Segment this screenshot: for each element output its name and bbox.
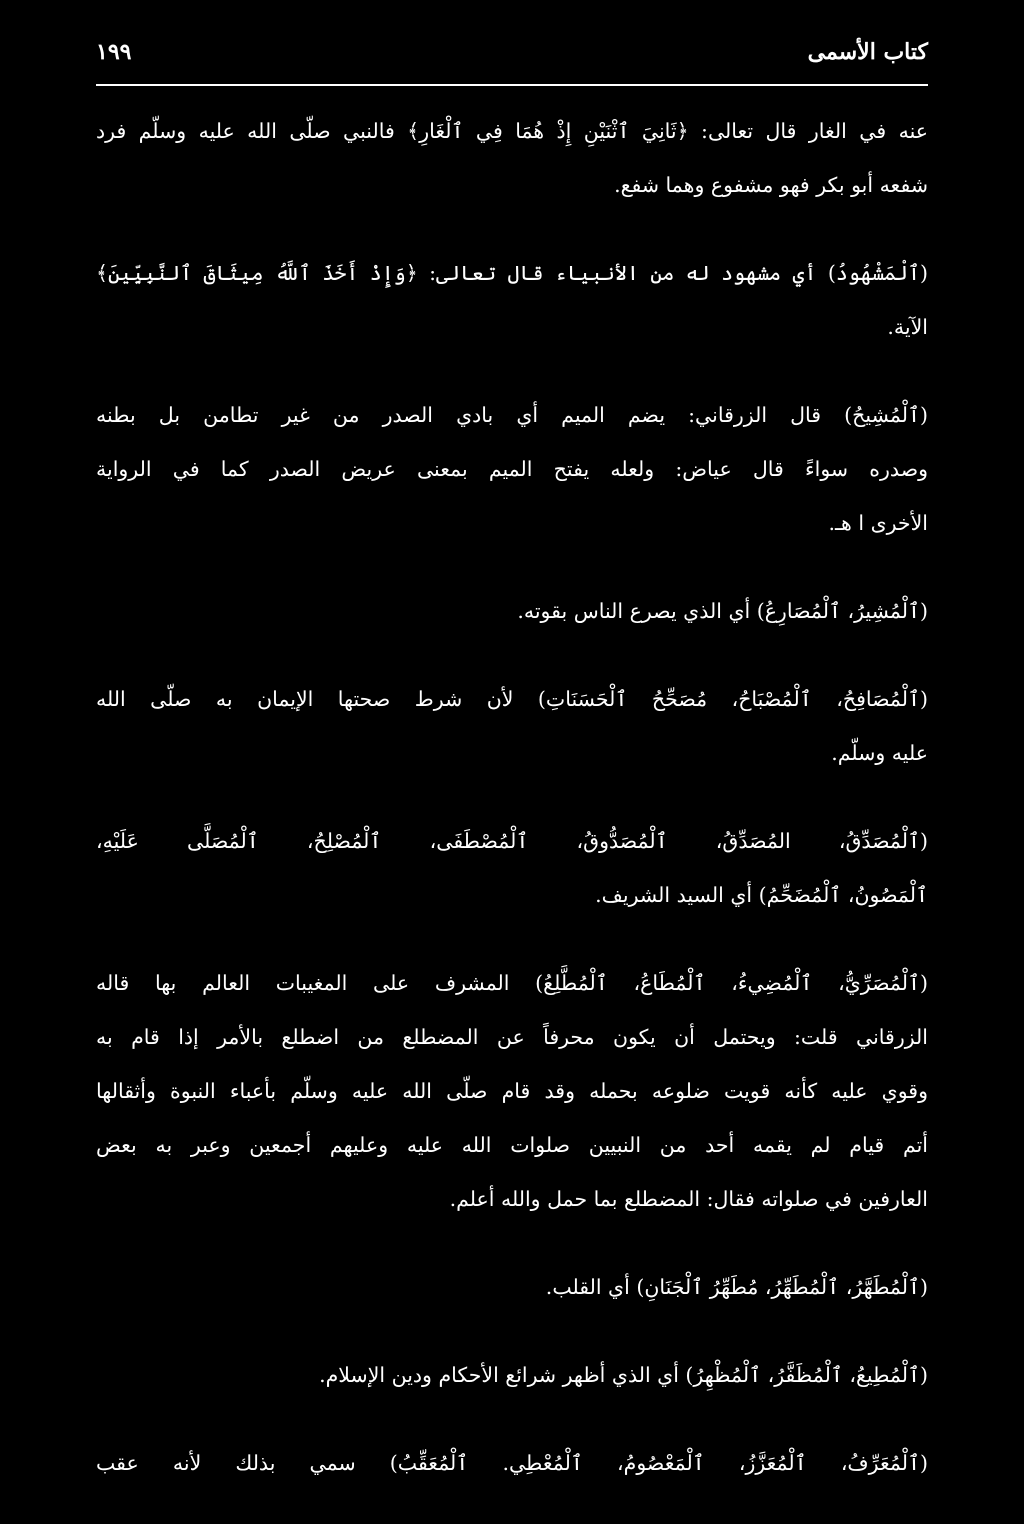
text-line: (ٱلْمُعَرِّفُ، ٱلْمُعَزَّزُ، ٱلْمَعْصُومُ، ٱلْمُعْطِي. ٱلْمُعَقِّبُ) سمي بذلك لأنه عقب [96, 1451, 928, 1475]
text-line: الآية. [887, 315, 928, 339]
text-line: شفعه أبو بكر فهو مشفوع وهما شفع. [614, 173, 928, 197]
paragraph [96, 1348, 928, 1402]
text-line: (ٱلْمُشِيحُ) قال الزرقاني: يضم الميم أي بادي الصدر من غير تطامن بل بطنه [96, 403, 928, 427]
paragraph [96, 104, 928, 212]
text-line: العارفين في صلواته فقال: المضطلع بما حمل والله أعلم. [449, 1187, 928, 1211]
text-line: (ٱلْمُصَدِّقُ، المُصَدِّقُ، ٱلْمُصَدُّوقُ، ٱلْمُصْطَفَى، ٱلْمُصْلِحُ، ٱلْمُصَلَّى عَلَيْهِ، [96, 829, 928, 853]
book-title: كتاب الأسمى [807, 39, 928, 65]
text-line: أتم قيام لم يقمه أحد من النبيين صلوات الله عليه وعليهم أجمعين وعبر به بعض [96, 1133, 928, 1157]
text-line: الزرقاني قلت: ويحتمل أن يكون محرفاً عن المضطلع من اضطلع بالأمر إذا قام به [96, 1025, 928, 1049]
text-line: وقوي عليه كأنه قويت ضلوعه بحمله وقد قام صلّى الله عليه وسلّم بأعباء النبوة وأثقالها [96, 1079, 928, 1103]
text-line: (ٱلْمُصَافِحُ، ٱلْمُصْبَاحُ، مُصَحِّحُ ٱلْحَسَنَاتِ) لأن شرط صحتها الإيمان به صلّى الله [96, 687, 928, 711]
paragraph [96, 956, 928, 1226]
text-line: (ٱلْمُطَهَّرُ، ٱلْمُطَهِّرُ، مُطَهِّرُ ٱلْجَنَانِ) أي القلب. [545, 1275, 928, 1299]
text-line: (ٱلْمُشِيرُ، ٱلْمُصَارِعُ) أي الذي يصرع الناس بقوته. [517, 599, 928, 623]
page-number: ١٩٩ [96, 39, 132, 65]
page-body [96, 104, 928, 1524]
paragraph [96, 1260, 928, 1314]
text-line: (ٱلْمَشْهُودُ) أي مشهود له من الأنبياء قال تعالى: ﴿وَإِذْ أَخَذَ ٱللَّهُ مِيثَاقَ ٱلنَّبِيِّينَ﴾ [96, 261, 928, 285]
text-line: وصدره سواءً قال عياض: ولعله يفتح الميم بمعنى عريض الصدر كما في الرواية [96, 457, 928, 481]
paragraph [96, 672, 928, 780]
paragraph [96, 814, 928, 922]
text-line: عنه في الغار قال تعالى: ﴿ثَانِيَ ٱثْنَيْنِ إِذْ هُمَا فِي ٱلْغَارِ﴾ فالنبي صلّى الله عليه وسلّم فرد [96, 119, 928, 143]
paragraph [96, 246, 928, 354]
text-line: (ٱلْمُطِيعُ، ٱلْمُظَفَّرُ، ٱلْمُظْهِرُ) أي الذي أظهر شرائع الأحكام ودين الإسلام. [319, 1363, 928, 1387]
text-line: عليه وسلّم. [831, 741, 928, 765]
page-header [96, 30, 928, 74]
paragraph [96, 584, 928, 638]
text-line: الأخرى ا هـ. [828, 511, 928, 535]
text-line: ٱلْمَصُونُ، ٱلْمُضَحِّمُ) أي السيد الشريف. [595, 883, 928, 907]
paragraph [96, 1436, 928, 1490]
text-line: (ٱلْمُصَرِّيُّ، ٱلْمُضِيءُ، ٱلْمُطَاعُ، ٱلْمُطَّلِعُ) المشرف على المغيبات العالم بها قاله [96, 971, 928, 995]
header-divider [96, 84, 928, 86]
paragraph [96, 388, 928, 550]
